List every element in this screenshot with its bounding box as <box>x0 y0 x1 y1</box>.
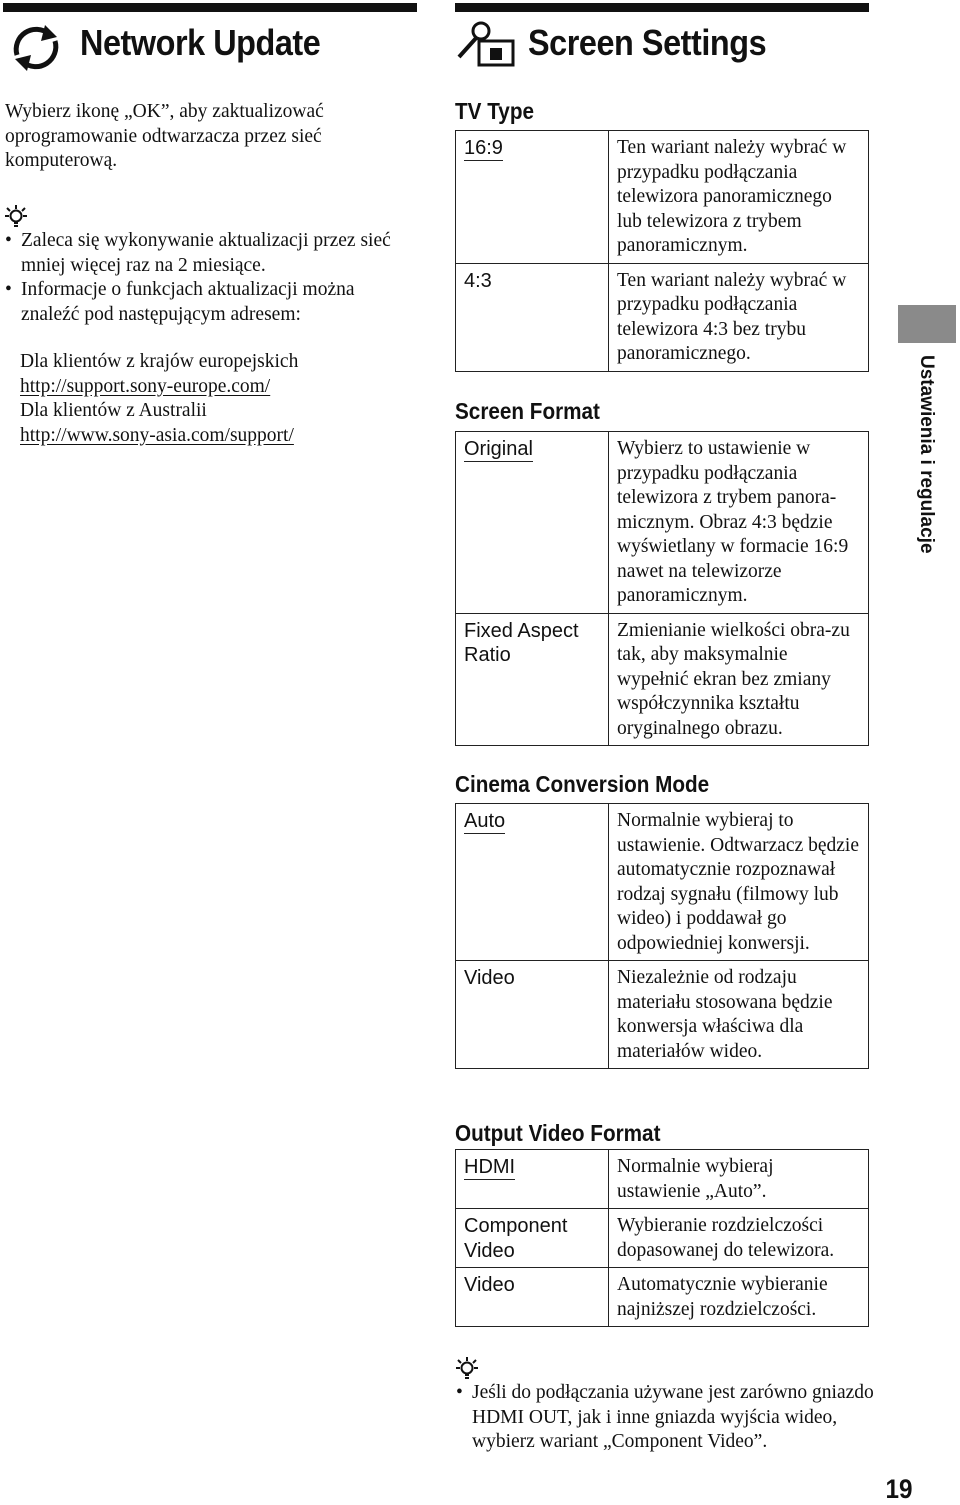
option-description: Wybieranie rozdzielczości dopasowanej do telewizora. <box>609 1209 869 1268</box>
cinema-conversion-table <box>455 803 869 1069</box>
network-update-title: Network Update <box>80 22 321 63</box>
table-row <box>456 613 869 746</box>
table-row <box>456 1268 869 1327</box>
option-video[interactable]: Video <box>456 961 609 1069</box>
option-description: Ten wariant należy wybrać w przypadku podłączania telewizora panoramicznego lub telewizora z trybem panoramicznym. <box>609 131 869 264</box>
option-description: Normalnie wybieraj to ustawienie. Odtwarzacz będzie automatycznie rozpoznawał rodzaj sygnału (filmowy lub wideo) i poddawał go odpowiedniej konwersji. <box>609 804 869 961</box>
eu-label: Dla klientów z krajów europejskich <box>20 351 299 372</box>
network-update-intro: Wybierz ikonę „OK”, aby zaktualizować oprogramowanie odtwarzacza przez sieć komputerową. <box>5 101 324 171</box>
list-item: • Zaleca się wykonywanie aktualizacji przez sieć mniej więcej raz na 2 miesiące. <box>5 229 405 278</box>
list-item: • Informacje o funkcjach aktualizacji można znaleźć pod następującym adresem: <box>5 278 405 327</box>
option-component-video[interactable]: Component Video <box>456 1209 609 1268</box>
table-row <box>456 804 869 961</box>
section-heading-tv-type: TV Type <box>455 98 534 124</box>
wrench-screen-icon <box>455 17 519 69</box>
option-auto[interactable]: Auto <box>464 810 506 832</box>
table-row <box>456 1150 869 1209</box>
eu-support-link[interactable]: http://support.sony-europe.com/ <box>20 375 271 397</box>
section-heading-output-video-format: Output Video Format <box>455 1120 661 1146</box>
table-row <box>456 432 869 614</box>
support-addresses <box>20 350 410 448</box>
au-support-link[interactable]: http://www.sony-asia.com/support/ <box>20 424 294 446</box>
option-description: Zmienianie wielkości obra-zu tak, aby maksymalnie wypełnić ekran bez zmiany współczynnika kształtu oryginalnego obrazu. <box>609 613 869 746</box>
option-hdmi[interactable]: HDMI <box>464 1156 516 1178</box>
lightbulb-icon <box>4 203 28 229</box>
option-description: Wybierz to ustawienie w przypadku podłączania telewizora z trybem panora-micznym. Obraz 4:3 będzie wyświetlany w formacie 16:9 nawet na telewizorze panoramicznym. <box>609 432 869 614</box>
table-row <box>456 961 869 1069</box>
option-fixed-aspect-ratio[interactable]: Fixed Aspect Ratio <box>456 613 609 746</box>
table-row <box>456 263 869 371</box>
option-video[interactable]: Video <box>456 1268 609 1327</box>
left-title-rule <box>3 3 417 12</box>
tip-list <box>5 229 405 327</box>
output-video-format-table <box>455 1149 869 1327</box>
tv-type-table <box>455 130 869 372</box>
lightbulb-icon <box>455 1355 479 1381</box>
option-4-3[interactable]: 4:3 <box>464 269 492 292</box>
table-row <box>456 131 869 264</box>
output-tip: • Jeśli do podłączania używane jest zarówno gniazdo HDMI OUT, jak i inne gniazda wyjścia wideo, wybierz wariant „Component Video”. <box>456 1381 878 1455</box>
option-description: Niezależnie od rodzaju materiału stosowana będzie konwersja właściwa dla materiałów wideo. <box>609 961 869 1069</box>
au-label: Dla klientów z Australii <box>20 400 207 421</box>
option-description: Normalnie wybieraj ustawienie „Auto”. <box>609 1150 869 1209</box>
right-title-rule <box>455 3 869 12</box>
section-heading-screen-format: Screen Format <box>455 398 600 424</box>
screen-format-table <box>455 431 869 746</box>
option-original[interactable]: Original <box>464 438 533 460</box>
side-tab-label: Ustawienia i regulacje <box>916 355 937 554</box>
side-tab-marker <box>898 305 956 343</box>
screen-settings-title: Screen Settings <box>528 22 767 63</box>
page-number: 19 <box>885 1474 913 1504</box>
option-description: Automatycznie wybieranie najniższej rozdzielczości. <box>609 1268 869 1327</box>
table-row <box>456 1209 869 1268</box>
option-description: Ten wariant należy wybrać w przypadku podłączania telewizora 4:3 bez trybu panoramicznego. <box>609 263 869 371</box>
option-16-9[interactable]: 16:9 <box>464 137 503 159</box>
section-heading-cinema-conversion: Cinema Conversion Mode <box>455 771 710 797</box>
refresh-arrows-icon <box>5 22 67 74</box>
